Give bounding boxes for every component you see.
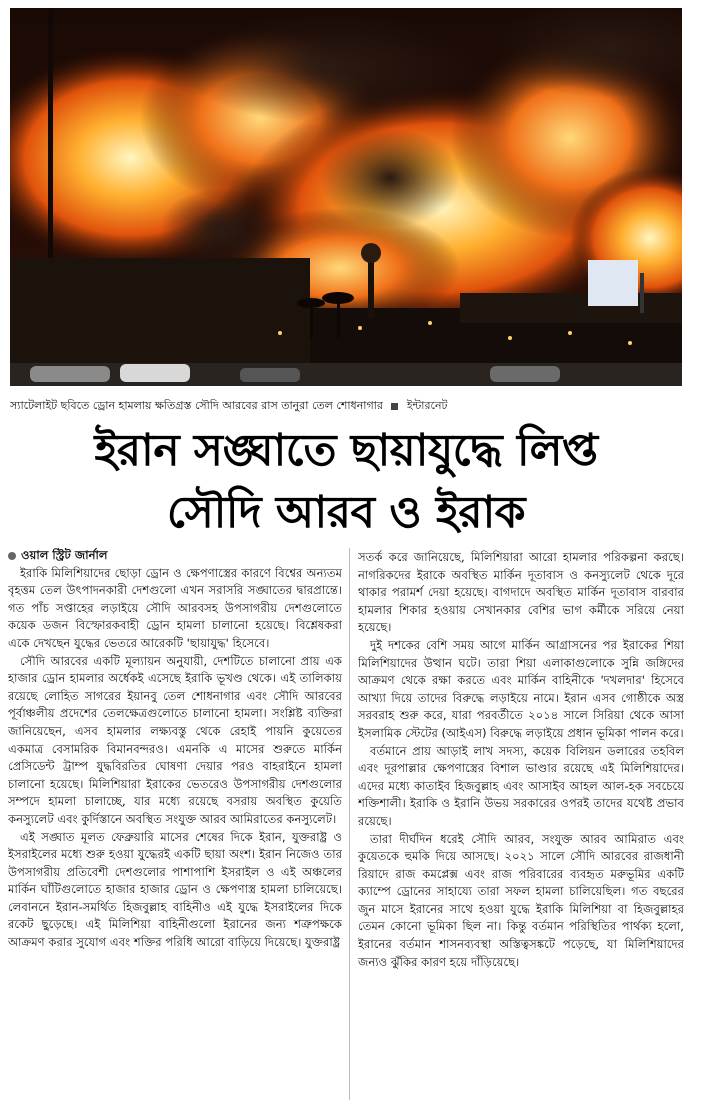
paragraph: ইরাকি মিলিশিয়াদের ছোড়া ড্রোন ও ক্ষেপণাস্ত্রের কারণে বিশ্বের অন্যতম বৃহত্তম তেল উৎপাদনকারী দেশগুলো এখন সরাসরি সঙ্ঘাতের দ্বারপ্রান্তে। গত পাঁচ সপ্তাহের লড়াইয়ে সৌদি আরবসহ উপসাগরীয় দেশগুলোতে কয়েক ডজন বিস্ফোরকবাহী ড্রোন হামলা চালানো হয়েছে। বিশ্লেষকরা একে দেখছেন যুদ্ধের ভেতরে আরেকটি 'ছায়াযুদ্ধ' হিসেবে। bbox=[8, 565, 342, 650]
paragraph: তারা দীর্ঘদিন ধরেই সৌদি আরব, সংযুক্ত আরব আমিরাত এবং কুয়েতকে হুমকি দিয়ে আসছে। ২০২১ সালে সৌদি আরবের রাজধানী রিয়াদে রাজ কমপ্লেক্স এবং রাজ পরিবারের ব্যবহৃত মরুভূমির একটি ক্যাম্পে ড্রোনের সাহায্যে তারা সফল হামলা চালিয়েছিল। গত বছরের জুন মাসে ইরানের সাথে হওয়া যুদ্ধে ইরাকি মিলিশিয়া বা হিজবুল্লাহর তেমন কোনো ভূমিকা ছিল না। কিন্তু বর্তমান পরিস্থিতির পার্থক্য হলো, ইরানের বর্তমান শাসনব্যবস্থা অস্তিত্বসঙ্কটে পড়েছে, যা মিলিশিয়াদের জন্যও ঝুঁকির কারণ হয়ে দাঁড়িয়েছে। bbox=[358, 831, 684, 969]
paragraph: সৌদি আরবের একটি মূল্যায়ন অনুযায়ী, দেশটিতে চালানো প্রায় এক হাজার ড্রোন হামলার অর্ধেকই এসেছে ইরাকি ভূখণ্ড থেকে। এই তালিকায় রয়েছে লোহিত সাগরের ইয়ানবু তেল শোধনাগার এবং সৌদি আরবের পূর্বাঞ্চলীয় প্রদেশের তেলক্ষেত্রগুলোতে চালানো হামলা। সংশ্লিষ্ট ব্যক্তিরা জানিয়েছেন, এসব হামলার লক্ষ্যবস্তু থেকে রেহাই পায়নি কুয়েতের একমাত্র বেসামরিক বিমানবন্দরও। এমনকি এ মাসের শুরুতে মার্কিন প্রেসিডেন্ট ট্রাম্প যুদ্ধবিরতির ঘোষণা দেয়ার পরও বাহরাইনে হামলা চালানো হয়েছে। মিলিশিয়ারা ইরাকের ভেতরেও উপসাগরীয় দেশগুলোর সম্পদে হামলা চালাচ্ছে, যার মধ্যে রয়েছে বসরায় অবস্থিত কুয়েতি কনস্যুলেট এবং কুর্দিস্তানে অবস্থিত সংযুক্ত আরব আমিরাতের কনস্যুলেট। bbox=[8, 653, 342, 826]
byline bbox=[8, 547, 342, 565]
separator-square-icon bbox=[391, 403, 398, 410]
headline-line-1: ইরান সঙ্ঘাতে ছায়াযুদ্ধে লিপ্ত bbox=[94, 425, 598, 476]
paragraph: দুই দশকের বেশি সময় আগে মার্কিন আগ্রাসনের পর ইরাকের শিয়া মিলিশিয়াদের উত্থান ঘটে। তারা শিয়া এলাকাগুলোকে সুন্নি জঙ্গিদের আক্রমণ থেকে রক্ষা করতে এবং মার্কিন বাহিনীকে 'দখলদার' হিসেবে আখ্যা দিয়ে তাদের বিরুদ্ধে লড়াইয়ে নামে। ইরান এসব গোষ্ঠীকে অস্ত্র সরবরাহ শুরু করে, যারা পরবর্তীতে ২০১৪ সালে সিরিয়া থেকে আসা ইসলামিক স্টেটের (আইএস) বিরুদ্ধে লড়াইয়ে প্রধান ভূমিকা পালন করে। bbox=[358, 637, 684, 740]
headline-line-2: সৌদি আরব ও ইরাক bbox=[166, 487, 526, 538]
caption-text: স্যাটেলাইট ছবিতে ড্রোন হামলায় ক্ষতিগ্রস্ত সৌদি আরবের রাস তানুরা তেল শোধনাগার bbox=[10, 399, 383, 412]
refinery-fire-photo bbox=[10, 8, 682, 386]
article-column-left bbox=[8, 547, 342, 1107]
page-margin bbox=[688, 0, 701, 1113]
billboard-icon bbox=[588, 260, 638, 306]
article-column-right bbox=[358, 549, 684, 1099]
paragraph: এই সঙ্ঘাত মূলত ফেব্রুয়ারি মাসের শেষের দিকে ইরান, যুক্তরাষ্ট্র ও ইসরাইলের মধ্যে শুরু হওয়া যুদ্ধেরই একটি ছায়া অংশ। ইরান নিজেও তার উপসাগরীয় প্রতিবেশী দেশগুলোর পাশাপাশি ইসরাইল ও এই অঞ্চলের মার্কিন ঘাঁটিগুলোতে হাজার হাজার ড্রোন ও ক্ষেপণাস্ত্র হামলা চালিয়েছে। লেবাননে ইরান-সমর্থিত হিজবুল্লাহ বাহিনীও এই যুদ্ধে ইসরাইলের দিকে রকেট ছুড়েছে। এই মিলিশিয়া বাহিনীগুলো ইরানের জন্য শত্রুপক্ষকে আক্রমণ করার সুযোগ এবং শক্তির পরিধি আরো বাড়িয়ে দিয়েছে। যুক্তরাষ্ট্র bbox=[8, 829, 342, 950]
caption-credit: ইন্টারনেট bbox=[406, 399, 448, 412]
photo-caption bbox=[10, 393, 682, 419]
paragraph: বর্তমানে প্রায় আড়াই লাখ সদস্য, কয়েক বিলিয়ন ডলারের তহবিল এবং দূরপাল্লার ক্ষেপণাস্ত্রের বিশাল ভাণ্ডার রয়েছে এই মিলিশিয়াদের। এদের মধ্যে কাতাইব হিজবুল্লাহ এবং আসাইব আহল আল-হক সবচেয়ে শক্তিশালী। ইরাকি ও ইরানি উভয় সরকারের ওপরই তাদের যথেষ্ট প্রভাব রয়েছে। bbox=[358, 743, 684, 828]
column-divider bbox=[349, 548, 350, 1100]
paragraph: সতর্ক করে জানিয়েছে, মিলিশিয়ারা আরো হামলার পরিকল্পনা করছে। নাগরিকদের ইরাকে অবস্থিত মার্কিন দূতাবাস ও কনস্যুলেট থেকে দূরে থাকার পরামর্শ দেয়া হয়েছে। বাগদাদে অবস্থিত মার্কিন দূতাবাস বারবার হামলার শিকার হওয়ায় সেখানকার বেশির ভাগ কর্মীকে সরিয়ে নেয়া হয়েছে। bbox=[358, 550, 684, 635]
bullet-dot-icon bbox=[8, 552, 16, 560]
byline-text: ওয়াল স্ট্রিট জার্নাল bbox=[21, 548, 108, 562]
fire-image bbox=[10, 8, 682, 386]
headline bbox=[10, 420, 682, 544]
